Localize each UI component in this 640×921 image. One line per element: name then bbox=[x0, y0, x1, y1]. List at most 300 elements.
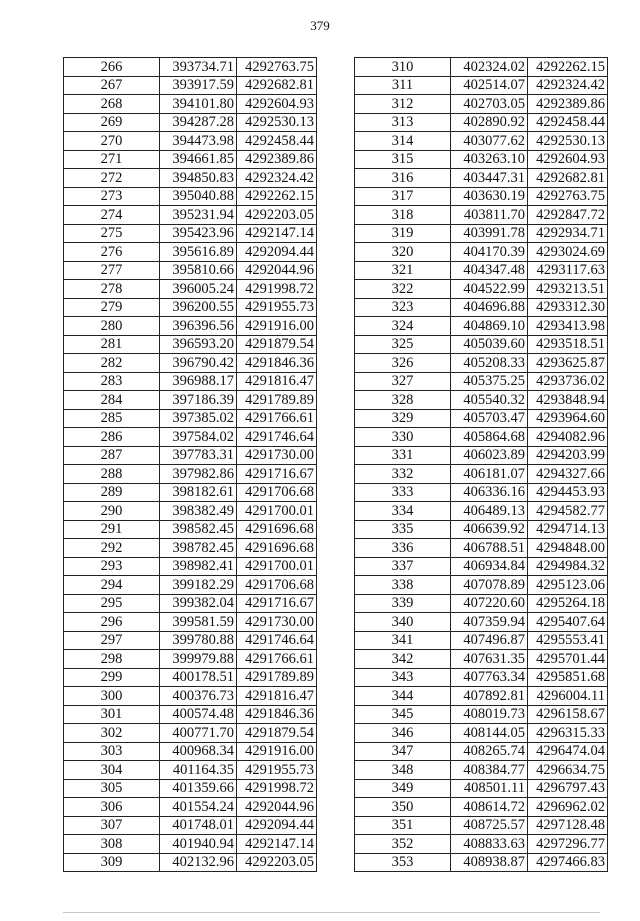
table-row bbox=[64, 816, 317, 835]
point-number-cell: 318 bbox=[355, 206, 451, 225]
table-row bbox=[64, 391, 317, 410]
x-coordinate-cell: 408144.05 bbox=[451, 724, 528, 743]
x-coordinate-cell: 398782.45 bbox=[160, 539, 237, 558]
x-coordinate-cell: 399780.88 bbox=[160, 631, 237, 650]
table-row bbox=[355, 557, 608, 576]
x-coordinate-cell: 406788.51 bbox=[451, 539, 528, 558]
y-coordinate-cell: 4297466.83 bbox=[528, 853, 608, 872]
y-coordinate-cell: 4296004.11 bbox=[528, 687, 608, 706]
x-coordinate-cell: 399979.88 bbox=[160, 650, 237, 669]
table-row bbox=[64, 576, 317, 595]
point-number-cell: 331 bbox=[355, 446, 451, 465]
x-coordinate-cell: 401748.01 bbox=[160, 816, 237, 835]
x-coordinate-cell: 406181.07 bbox=[451, 465, 528, 484]
x-coordinate-cell: 408725.57 bbox=[451, 816, 528, 835]
point-number-cell: 328 bbox=[355, 391, 451, 410]
table-row bbox=[64, 594, 317, 613]
x-coordinate-cell: 398582.45 bbox=[160, 520, 237, 539]
coordinates-table-left bbox=[63, 57, 317, 872]
table-row bbox=[64, 668, 317, 687]
point-number-cell: 286 bbox=[64, 428, 160, 447]
table-row bbox=[355, 169, 608, 188]
x-coordinate-cell: 406639.92 bbox=[451, 520, 528, 539]
table-row bbox=[355, 150, 608, 169]
y-coordinate-cell: 4293413.98 bbox=[528, 317, 608, 336]
table-row bbox=[64, 335, 317, 354]
y-coordinate-cell: 4294582.77 bbox=[528, 502, 608, 521]
point-number-cell: 289 bbox=[64, 483, 160, 502]
point-number-cell: 276 bbox=[64, 243, 160, 262]
point-number-cell: 320 bbox=[355, 243, 451, 262]
table-row bbox=[64, 520, 317, 539]
y-coordinate-cell: 4291916.00 bbox=[237, 317, 317, 336]
x-coordinate-cell: 408384.77 bbox=[451, 761, 528, 780]
table-row bbox=[64, 483, 317, 502]
y-coordinate-cell: 4292763.75 bbox=[528, 187, 608, 206]
x-coordinate-cell: 394287.28 bbox=[160, 113, 237, 132]
table-row bbox=[355, 243, 608, 262]
y-coordinate-cell: 4297296.77 bbox=[528, 835, 608, 854]
x-coordinate-cell: 408938.87 bbox=[451, 853, 528, 872]
point-number-cell: 302 bbox=[64, 724, 160, 743]
y-coordinate-cell: 4291706.68 bbox=[237, 483, 317, 502]
x-coordinate-cell: 408501.11 bbox=[451, 779, 528, 798]
y-coordinate-cell: 4292094.44 bbox=[237, 816, 317, 835]
x-coordinate-cell: 405208.33 bbox=[451, 354, 528, 373]
table-row bbox=[355, 335, 608, 354]
point-number-cell: 340 bbox=[355, 613, 451, 632]
table-row bbox=[64, 169, 317, 188]
point-number-cell: 321 bbox=[355, 261, 451, 280]
x-coordinate-cell: 408265.74 bbox=[451, 742, 528, 761]
table-row bbox=[355, 428, 608, 447]
x-coordinate-cell: 397982.86 bbox=[160, 465, 237, 484]
table-row bbox=[64, 650, 317, 669]
point-number-cell: 346 bbox=[355, 724, 451, 743]
x-coordinate-cell: 395423.96 bbox=[160, 224, 237, 243]
table-row bbox=[355, 372, 608, 391]
y-coordinate-cell: 4291846.36 bbox=[237, 354, 317, 373]
x-coordinate-cell: 407078.89 bbox=[451, 576, 528, 595]
x-coordinate-cell: 394101.80 bbox=[160, 95, 237, 114]
point-number-cell: 339 bbox=[355, 594, 451, 613]
x-coordinate-cell: 399382.04 bbox=[160, 594, 237, 613]
point-number-cell: 288 bbox=[64, 465, 160, 484]
y-coordinate-cell: 4291816.47 bbox=[237, 372, 317, 391]
table-row bbox=[64, 372, 317, 391]
x-coordinate-cell: 400771.70 bbox=[160, 724, 237, 743]
y-coordinate-cell: 4293964.60 bbox=[528, 409, 608, 428]
y-coordinate-cell: 4291998.72 bbox=[237, 280, 317, 299]
point-number-cell: 293 bbox=[64, 557, 160, 576]
table-row bbox=[355, 132, 608, 151]
x-coordinate-cell: 406489.13 bbox=[451, 502, 528, 521]
coordinates-table-right bbox=[354, 57, 608, 872]
point-number-cell: 330 bbox=[355, 428, 451, 447]
table-row bbox=[355, 520, 608, 539]
x-coordinate-cell: 396988.17 bbox=[160, 372, 237, 391]
y-coordinate-cell: 4292934.71 bbox=[528, 224, 608, 243]
x-coordinate-cell: 407892.81 bbox=[451, 687, 528, 706]
y-coordinate-cell: 4293024.69 bbox=[528, 243, 608, 262]
x-coordinate-cell: 405039.60 bbox=[451, 335, 528, 354]
x-coordinate-cell: 404347.48 bbox=[451, 261, 528, 280]
table-row bbox=[355, 613, 608, 632]
y-coordinate-cell: 4292458.44 bbox=[528, 113, 608, 132]
x-coordinate-cell: 404869.10 bbox=[451, 317, 528, 336]
y-coordinate-cell: 4291700.01 bbox=[237, 502, 317, 521]
y-coordinate-cell: 4292847.72 bbox=[528, 206, 608, 225]
y-coordinate-cell: 4292682.81 bbox=[237, 76, 317, 95]
table-row bbox=[64, 853, 317, 872]
y-coordinate-cell: 4294082.96 bbox=[528, 428, 608, 447]
table-row bbox=[64, 742, 317, 761]
point-number-cell: 325 bbox=[355, 335, 451, 354]
x-coordinate-cell: 402132.96 bbox=[160, 853, 237, 872]
point-number-cell: 301 bbox=[64, 705, 160, 724]
y-coordinate-cell: 4296474.04 bbox=[528, 742, 608, 761]
point-number-cell: 337 bbox=[355, 557, 451, 576]
table-row bbox=[355, 835, 608, 854]
x-coordinate-cell: 401554.24 bbox=[160, 798, 237, 817]
x-coordinate-cell: 400178.51 bbox=[160, 668, 237, 687]
table-row bbox=[355, 76, 608, 95]
y-coordinate-cell: 4292682.81 bbox=[528, 169, 608, 188]
table-row bbox=[64, 761, 317, 780]
point-number-cell: 344 bbox=[355, 687, 451, 706]
y-coordinate-cell: 4292604.93 bbox=[237, 95, 317, 114]
x-coordinate-cell: 393734.71 bbox=[160, 58, 237, 77]
table-row bbox=[355, 650, 608, 669]
point-number-cell: 272 bbox=[64, 169, 160, 188]
table-row bbox=[355, 446, 608, 465]
y-coordinate-cell: 4291955.73 bbox=[237, 298, 317, 317]
y-coordinate-cell: 4293518.51 bbox=[528, 335, 608, 354]
y-coordinate-cell: 4291706.68 bbox=[237, 576, 317, 595]
x-coordinate-cell: 408019.73 bbox=[451, 705, 528, 724]
y-coordinate-cell: 4295553.41 bbox=[528, 631, 608, 650]
y-coordinate-cell: 4291766.61 bbox=[237, 409, 317, 428]
x-coordinate-cell: 402890.92 bbox=[451, 113, 528, 132]
y-coordinate-cell: 4291700.01 bbox=[237, 557, 317, 576]
point-number-cell: 285 bbox=[64, 409, 160, 428]
point-number-cell: 317 bbox=[355, 187, 451, 206]
table-row bbox=[355, 779, 608, 798]
point-number-cell: 333 bbox=[355, 483, 451, 502]
x-coordinate-cell: 402324.02 bbox=[451, 58, 528, 77]
x-coordinate-cell: 404170.39 bbox=[451, 243, 528, 262]
point-number-cell: 307 bbox=[64, 816, 160, 835]
y-coordinate-cell: 4291998.72 bbox=[237, 779, 317, 798]
x-coordinate-cell: 403991.78 bbox=[451, 224, 528, 243]
point-number-cell: 299 bbox=[64, 668, 160, 687]
y-coordinate-cell: 4293848.94 bbox=[528, 391, 608, 410]
point-number-cell: 347 bbox=[355, 742, 451, 761]
table-row bbox=[355, 761, 608, 780]
x-coordinate-cell: 395616.89 bbox=[160, 243, 237, 262]
point-number-cell: 305 bbox=[64, 779, 160, 798]
table-row bbox=[64, 206, 317, 225]
y-coordinate-cell: 4291816.47 bbox=[237, 687, 317, 706]
table-row bbox=[355, 409, 608, 428]
y-coordinate-cell: 4295123.06 bbox=[528, 576, 608, 595]
point-number-cell: 304 bbox=[64, 761, 160, 780]
point-number-cell: 275 bbox=[64, 224, 160, 243]
table-row bbox=[64, 132, 317, 151]
x-coordinate-cell: 404696.88 bbox=[451, 298, 528, 317]
point-number-cell: 322 bbox=[355, 280, 451, 299]
x-coordinate-cell: 408614.72 bbox=[451, 798, 528, 817]
point-number-cell: 270 bbox=[64, 132, 160, 151]
table-row bbox=[64, 631, 317, 650]
y-coordinate-cell: 4292604.93 bbox=[528, 150, 608, 169]
y-coordinate-cell: 4296315.33 bbox=[528, 724, 608, 743]
point-number-cell: 334 bbox=[355, 502, 451, 521]
y-coordinate-cell: 4291730.00 bbox=[237, 613, 317, 632]
x-coordinate-cell: 407359.94 bbox=[451, 613, 528, 632]
y-coordinate-cell: 4295701.44 bbox=[528, 650, 608, 669]
point-number-cell: 350 bbox=[355, 798, 451, 817]
point-number-cell: 287 bbox=[64, 446, 160, 465]
y-coordinate-cell: 4293625.87 bbox=[528, 354, 608, 373]
point-number-cell: 332 bbox=[355, 465, 451, 484]
point-number-cell: 335 bbox=[355, 520, 451, 539]
table-row bbox=[355, 668, 608, 687]
point-number-cell: 314 bbox=[355, 132, 451, 151]
point-number-cell: 300 bbox=[64, 687, 160, 706]
point-number-cell: 292 bbox=[64, 539, 160, 558]
x-coordinate-cell: 399182.29 bbox=[160, 576, 237, 595]
table-row bbox=[64, 187, 317, 206]
y-coordinate-cell: 4291716.67 bbox=[237, 465, 317, 484]
x-coordinate-cell: 406336.16 bbox=[451, 483, 528, 502]
x-coordinate-cell: 403811.70 bbox=[451, 206, 528, 225]
point-number-cell: 279 bbox=[64, 298, 160, 317]
x-coordinate-cell: 399581.59 bbox=[160, 613, 237, 632]
point-number-cell: 342 bbox=[355, 650, 451, 669]
y-coordinate-cell: 4295264.18 bbox=[528, 594, 608, 613]
y-coordinate-cell: 4291955.73 bbox=[237, 761, 317, 780]
y-coordinate-cell: 4292530.13 bbox=[528, 132, 608, 151]
table-row bbox=[355, 483, 608, 502]
x-coordinate-cell: 403630.19 bbox=[451, 187, 528, 206]
point-number-cell: 274 bbox=[64, 206, 160, 225]
point-number-cell: 306 bbox=[64, 798, 160, 817]
point-number-cell: 268 bbox=[64, 95, 160, 114]
x-coordinate-cell: 397385.02 bbox=[160, 409, 237, 428]
table-row bbox=[64, 243, 317, 262]
point-number-cell: 295 bbox=[64, 594, 160, 613]
table-row bbox=[355, 261, 608, 280]
table-row bbox=[355, 206, 608, 225]
x-coordinate-cell: 401164.35 bbox=[160, 761, 237, 780]
table-row bbox=[64, 58, 317, 77]
y-coordinate-cell: 4291789.89 bbox=[237, 391, 317, 410]
table-row bbox=[64, 224, 317, 243]
point-number-cell: 278 bbox=[64, 280, 160, 299]
x-coordinate-cell: 400376.73 bbox=[160, 687, 237, 706]
x-coordinate-cell: 394850.83 bbox=[160, 169, 237, 188]
point-number-cell: 267 bbox=[64, 76, 160, 95]
point-number-cell: 353 bbox=[355, 853, 451, 872]
table-row bbox=[64, 409, 317, 428]
y-coordinate-cell: 4291746.64 bbox=[237, 428, 317, 447]
y-coordinate-cell: 4292458.44 bbox=[237, 132, 317, 151]
table-row bbox=[64, 835, 317, 854]
x-coordinate-cell: 398382.49 bbox=[160, 502, 237, 521]
y-coordinate-cell: 4292203.05 bbox=[237, 206, 317, 225]
point-number-cell: 316 bbox=[355, 169, 451, 188]
x-coordinate-cell: 405540.32 bbox=[451, 391, 528, 410]
point-number-cell: 271 bbox=[64, 150, 160, 169]
y-coordinate-cell: 4294714.13 bbox=[528, 520, 608, 539]
table-row bbox=[355, 502, 608, 521]
x-coordinate-cell: 397584.02 bbox=[160, 428, 237, 447]
table-row bbox=[355, 687, 608, 706]
y-coordinate-cell: 4291696.68 bbox=[237, 539, 317, 558]
point-number-cell: 294 bbox=[64, 576, 160, 595]
x-coordinate-cell: 395040.88 bbox=[160, 187, 237, 206]
y-coordinate-cell: 4292094.44 bbox=[237, 243, 317, 262]
y-coordinate-cell: 4293117.63 bbox=[528, 261, 608, 280]
y-coordinate-cell: 4295407.64 bbox=[528, 613, 608, 632]
page-number: 379 bbox=[310, 18, 330, 33]
y-coordinate-cell: 4294327.66 bbox=[528, 465, 608, 484]
y-coordinate-cell: 4291766.61 bbox=[237, 650, 317, 669]
table-row bbox=[64, 502, 317, 521]
x-coordinate-cell: 408833.63 bbox=[451, 835, 528, 854]
point-number-cell: 269 bbox=[64, 113, 160, 132]
x-coordinate-cell: 400574.48 bbox=[160, 705, 237, 724]
y-coordinate-cell: 4297128.48 bbox=[528, 816, 608, 835]
point-number-cell: 352 bbox=[355, 835, 451, 854]
point-number-cell: 297 bbox=[64, 631, 160, 650]
point-number-cell: 277 bbox=[64, 261, 160, 280]
table-row bbox=[64, 798, 317, 817]
point-number-cell: 323 bbox=[355, 298, 451, 317]
x-coordinate-cell: 403447.31 bbox=[451, 169, 528, 188]
table-row bbox=[355, 58, 608, 77]
y-coordinate-cell: 4293213.51 bbox=[528, 280, 608, 299]
x-coordinate-cell: 406934.84 bbox=[451, 557, 528, 576]
point-number-cell: 281 bbox=[64, 335, 160, 354]
table-row bbox=[355, 280, 608, 299]
x-coordinate-cell: 405375.25 bbox=[451, 372, 528, 391]
y-coordinate-cell: 4296797.43 bbox=[528, 779, 608, 798]
table-row bbox=[355, 705, 608, 724]
y-coordinate-cell: 4291730.00 bbox=[237, 446, 317, 465]
y-coordinate-cell: 4291746.64 bbox=[237, 631, 317, 650]
point-number-cell: 312 bbox=[355, 95, 451, 114]
table-row bbox=[64, 113, 317, 132]
y-coordinate-cell: 4292262.15 bbox=[237, 187, 317, 206]
x-coordinate-cell: 402703.05 bbox=[451, 95, 528, 114]
table-body-right bbox=[355, 58, 608, 872]
table-row bbox=[355, 224, 608, 243]
point-number-cell: 319 bbox=[355, 224, 451, 243]
y-coordinate-cell: 4293736.02 bbox=[528, 372, 608, 391]
table-row bbox=[355, 317, 608, 336]
x-coordinate-cell: 404522.99 bbox=[451, 280, 528, 299]
bottom-divider bbox=[63, 912, 600, 913]
y-coordinate-cell: 4291916.00 bbox=[237, 742, 317, 761]
point-number-cell: 303 bbox=[64, 742, 160, 761]
table-row bbox=[64, 446, 317, 465]
x-coordinate-cell: 398982.41 bbox=[160, 557, 237, 576]
table-row bbox=[355, 742, 608, 761]
x-coordinate-cell: 400968.34 bbox=[160, 742, 237, 761]
y-coordinate-cell: 4296962.02 bbox=[528, 798, 608, 817]
y-coordinate-cell: 4294453.93 bbox=[528, 483, 608, 502]
point-number-cell: 310 bbox=[355, 58, 451, 77]
table-row bbox=[355, 853, 608, 872]
x-coordinate-cell: 402514.07 bbox=[451, 76, 528, 95]
point-number-cell: 338 bbox=[355, 576, 451, 595]
x-coordinate-cell: 394661.85 bbox=[160, 150, 237, 169]
table-row bbox=[64, 150, 317, 169]
y-coordinate-cell: 4291789.89 bbox=[237, 668, 317, 687]
point-number-cell: 324 bbox=[355, 317, 451, 336]
point-number-cell: 348 bbox=[355, 761, 451, 780]
point-number-cell: 313 bbox=[355, 113, 451, 132]
table-row bbox=[355, 724, 608, 743]
x-coordinate-cell: 407763.34 bbox=[451, 668, 528, 687]
x-coordinate-cell: 407631.35 bbox=[451, 650, 528, 669]
y-coordinate-cell: 4291879.54 bbox=[237, 724, 317, 743]
y-coordinate-cell: 4292147.14 bbox=[237, 835, 317, 854]
x-coordinate-cell: 395810.66 bbox=[160, 261, 237, 280]
table-row bbox=[64, 317, 317, 336]
x-coordinate-cell: 397783.31 bbox=[160, 446, 237, 465]
x-coordinate-cell: 396200.55 bbox=[160, 298, 237, 317]
table-row bbox=[355, 298, 608, 317]
table-row bbox=[64, 539, 317, 558]
point-number-cell: 341 bbox=[355, 631, 451, 650]
table-row bbox=[355, 391, 608, 410]
y-coordinate-cell: 4293312.30 bbox=[528, 298, 608, 317]
table-row bbox=[64, 724, 317, 743]
x-coordinate-cell: 401359.66 bbox=[160, 779, 237, 798]
table-row bbox=[64, 95, 317, 114]
table-row bbox=[64, 428, 317, 447]
point-number-cell: 327 bbox=[355, 372, 451, 391]
point-number-cell: 309 bbox=[64, 853, 160, 872]
x-coordinate-cell: 407496.87 bbox=[451, 631, 528, 650]
table-row bbox=[64, 261, 317, 280]
table-row bbox=[355, 95, 608, 114]
y-coordinate-cell: 4292324.42 bbox=[237, 169, 317, 188]
y-coordinate-cell: 4291879.54 bbox=[237, 335, 317, 354]
x-coordinate-cell: 394473.98 bbox=[160, 132, 237, 151]
x-coordinate-cell: 406023.89 bbox=[451, 446, 528, 465]
y-coordinate-cell: 4294203.99 bbox=[528, 446, 608, 465]
y-coordinate-cell: 4292044.96 bbox=[237, 798, 317, 817]
point-number-cell: 282 bbox=[64, 354, 160, 373]
point-number-cell: 336 bbox=[355, 539, 451, 558]
table-row bbox=[355, 798, 608, 817]
table-row bbox=[355, 631, 608, 650]
point-number-cell: 315 bbox=[355, 150, 451, 169]
x-coordinate-cell: 396790.42 bbox=[160, 354, 237, 373]
point-number-cell: 273 bbox=[64, 187, 160, 206]
point-number-cell: 296 bbox=[64, 613, 160, 632]
x-coordinate-cell: 407220.60 bbox=[451, 594, 528, 613]
table-row bbox=[355, 354, 608, 373]
point-number-cell: 280 bbox=[64, 317, 160, 336]
y-coordinate-cell: 4294848.00 bbox=[528, 539, 608, 558]
table-row bbox=[64, 298, 317, 317]
point-number-cell: 290 bbox=[64, 502, 160, 521]
